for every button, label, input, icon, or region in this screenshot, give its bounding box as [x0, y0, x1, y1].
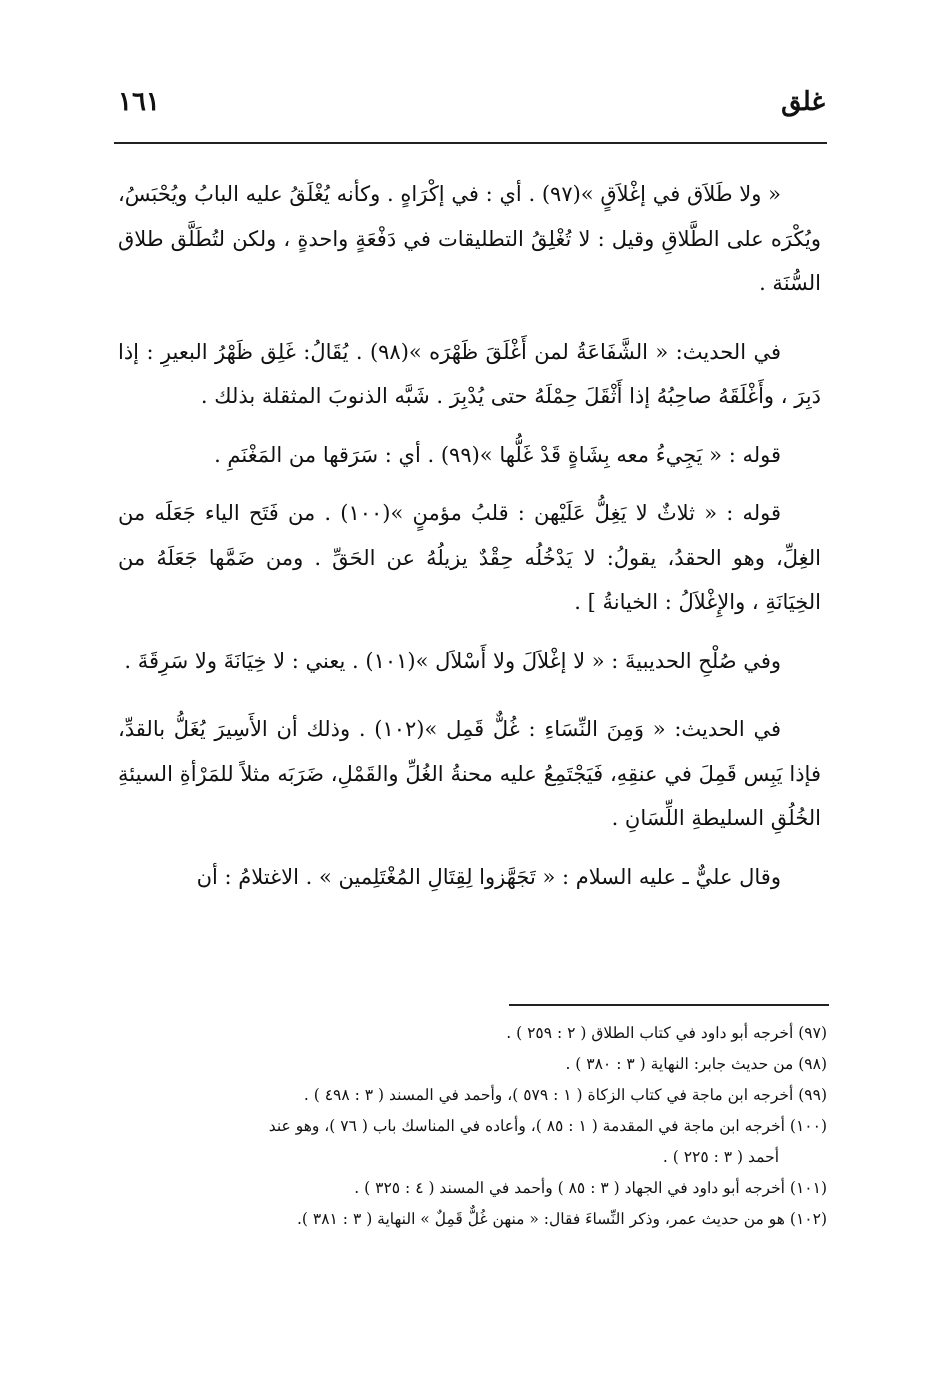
footnote [120, 1080, 827, 1111]
footnote-divider [509, 1004, 829, 1006]
paragraph: قوله : « ثلاثٌ لا يَغِلُّ عَلَيْهن : قلبُ مؤمنٍ »(١٠٠) . من فَتَح الياء جَعَلَه من الغِلِّ، وهو الحقدُ، يقولُ: لا يَدْخُلُه حِقْدٌ يزيلُهُ عن الحَقِّ . ومن ضَمَّها جَعَلَهُ من الخِيَانَةِ ، والإِغْلاَلُ : الخيانةُ ] . [118, 501, 821, 614]
paragraph: في الحديث: « وَمِنَ النِّسَاءِ : غُلٌّ قَمِل »(١٠٢) . وذلك أن الأَسِيرَ يُغَلُّ بالقدِّ، فإذا يَبِس قَمِلَ في عنقِهِ، فَيَجْتَمِعُ عليه محنةُ الغُلِّ والقَمْلِ، ضَرَبَه مثلاً للمَرْأةِ السيئةِ الخُلُقِ السليطةِ اللِّسَانِ . [118, 717, 821, 830]
footnote-text: (١٠٢) هو من حديث عمر، وذكر النِّساءَ فقال: « منهن غُلٌّ قَمِلٌ » النهاية ( ٣ : ٣٨١ ). [296, 1210, 827, 1228]
footnote-text: (١٠١) أخرجه أبو داود في الجهاد ( ٣ : ٨٥ ) وأحمد في المسند ( ٤ : ٣٢٥ ) . [354, 1179, 827, 1197]
footnote [120, 1173, 827, 1204]
paragraph: وقال عليٌّ ـ عليه السلام : « تَجَهَّزوا لِقِتَالِ المُغْتَلِمين » . الاغتلامُ : أن [196, 864, 781, 889]
footnote-continuation: أحمد ( ٣ : ٢٢٥ ) . [662, 1148, 779, 1166]
page-number: ١٦١ [118, 87, 160, 117]
footnote-text: (١٠٠) أخرجه ابن ماجة في المقدمة ( ١ : ٨٥ )، وأعاده في المناسك باب ( ٧٦ )، وهو عند [268, 1117, 827, 1135]
paragraph: « ولا طَلاَق في إغْلاَقٍ »(٩٧) . أي : في إكْرَاهٍ . وكأنه يُغْلَقُ عليه البابُ ويُحْبَسُ، ويُكْرَه على الطَّلاقِ وقيل : لا تُغْلِقُ التطليقات في دَفْعَةٍ واحدةٍ ، ولكن لتُطَلَّق طلاق السُّنَة . [118, 182, 821, 295]
header-divider [114, 142, 827, 144]
paragraph: قوله : « يَجِيءُ معه بِشَاةٍ قَدْ غَلُّها »(٩٩) . أي : سَرَقها من المَغْنَمِ . [214, 442, 781, 467]
footnote [120, 1018, 827, 1049]
footnote-text: (٩٩) أخرجه ابن ماجة في كتاب الزكاة ( ١ : ٥٧٩ )، وأحمد في المسند ( ٣ : ٤٩٨ ) . [303, 1086, 827, 1104]
footnote-text: (٩٧) أخرجه أبو داود في كتاب الطلاق ( ٢ : ٢٥٩ ) . [506, 1024, 827, 1042]
footnotes [120, 1018, 827, 1235]
paragraph: في الحديث: « الشَّفَاعَةُ لمن أَغْلَقَ ظَهْرَه »(٩٨) . يُقَالُ: غَلِق ظَهْرُ البعيرِ : إذا دَبِرَ ، وأَغْلَقَهُ صاحِبُهُ إذا أَثْقَلَ حِمْلَهُ حتى يُدْبِرَ . شَبَّه الذنوبَ المثقلة بذلك . [118, 339, 821, 408]
footnote [120, 1111, 827, 1173]
main-text [118, 172, 821, 913]
page-header [118, 82, 825, 122]
paragraph: وفي صُلْحِ الحديبيةَ : « لا إغْلاَلَ ولا أَسْلاَل »(١٠١) . يعني : لا خِيَانَةَ ولا سَرِقَةَ . [124, 648, 781, 673]
footnote-text: (٩٨) من حديث جابر: النهاية ( ٣ : ٣٨٠ ) . [565, 1055, 827, 1073]
footnote [120, 1204, 827, 1235]
footnote [120, 1049, 827, 1080]
running-head-word: غلق [781, 87, 825, 117]
